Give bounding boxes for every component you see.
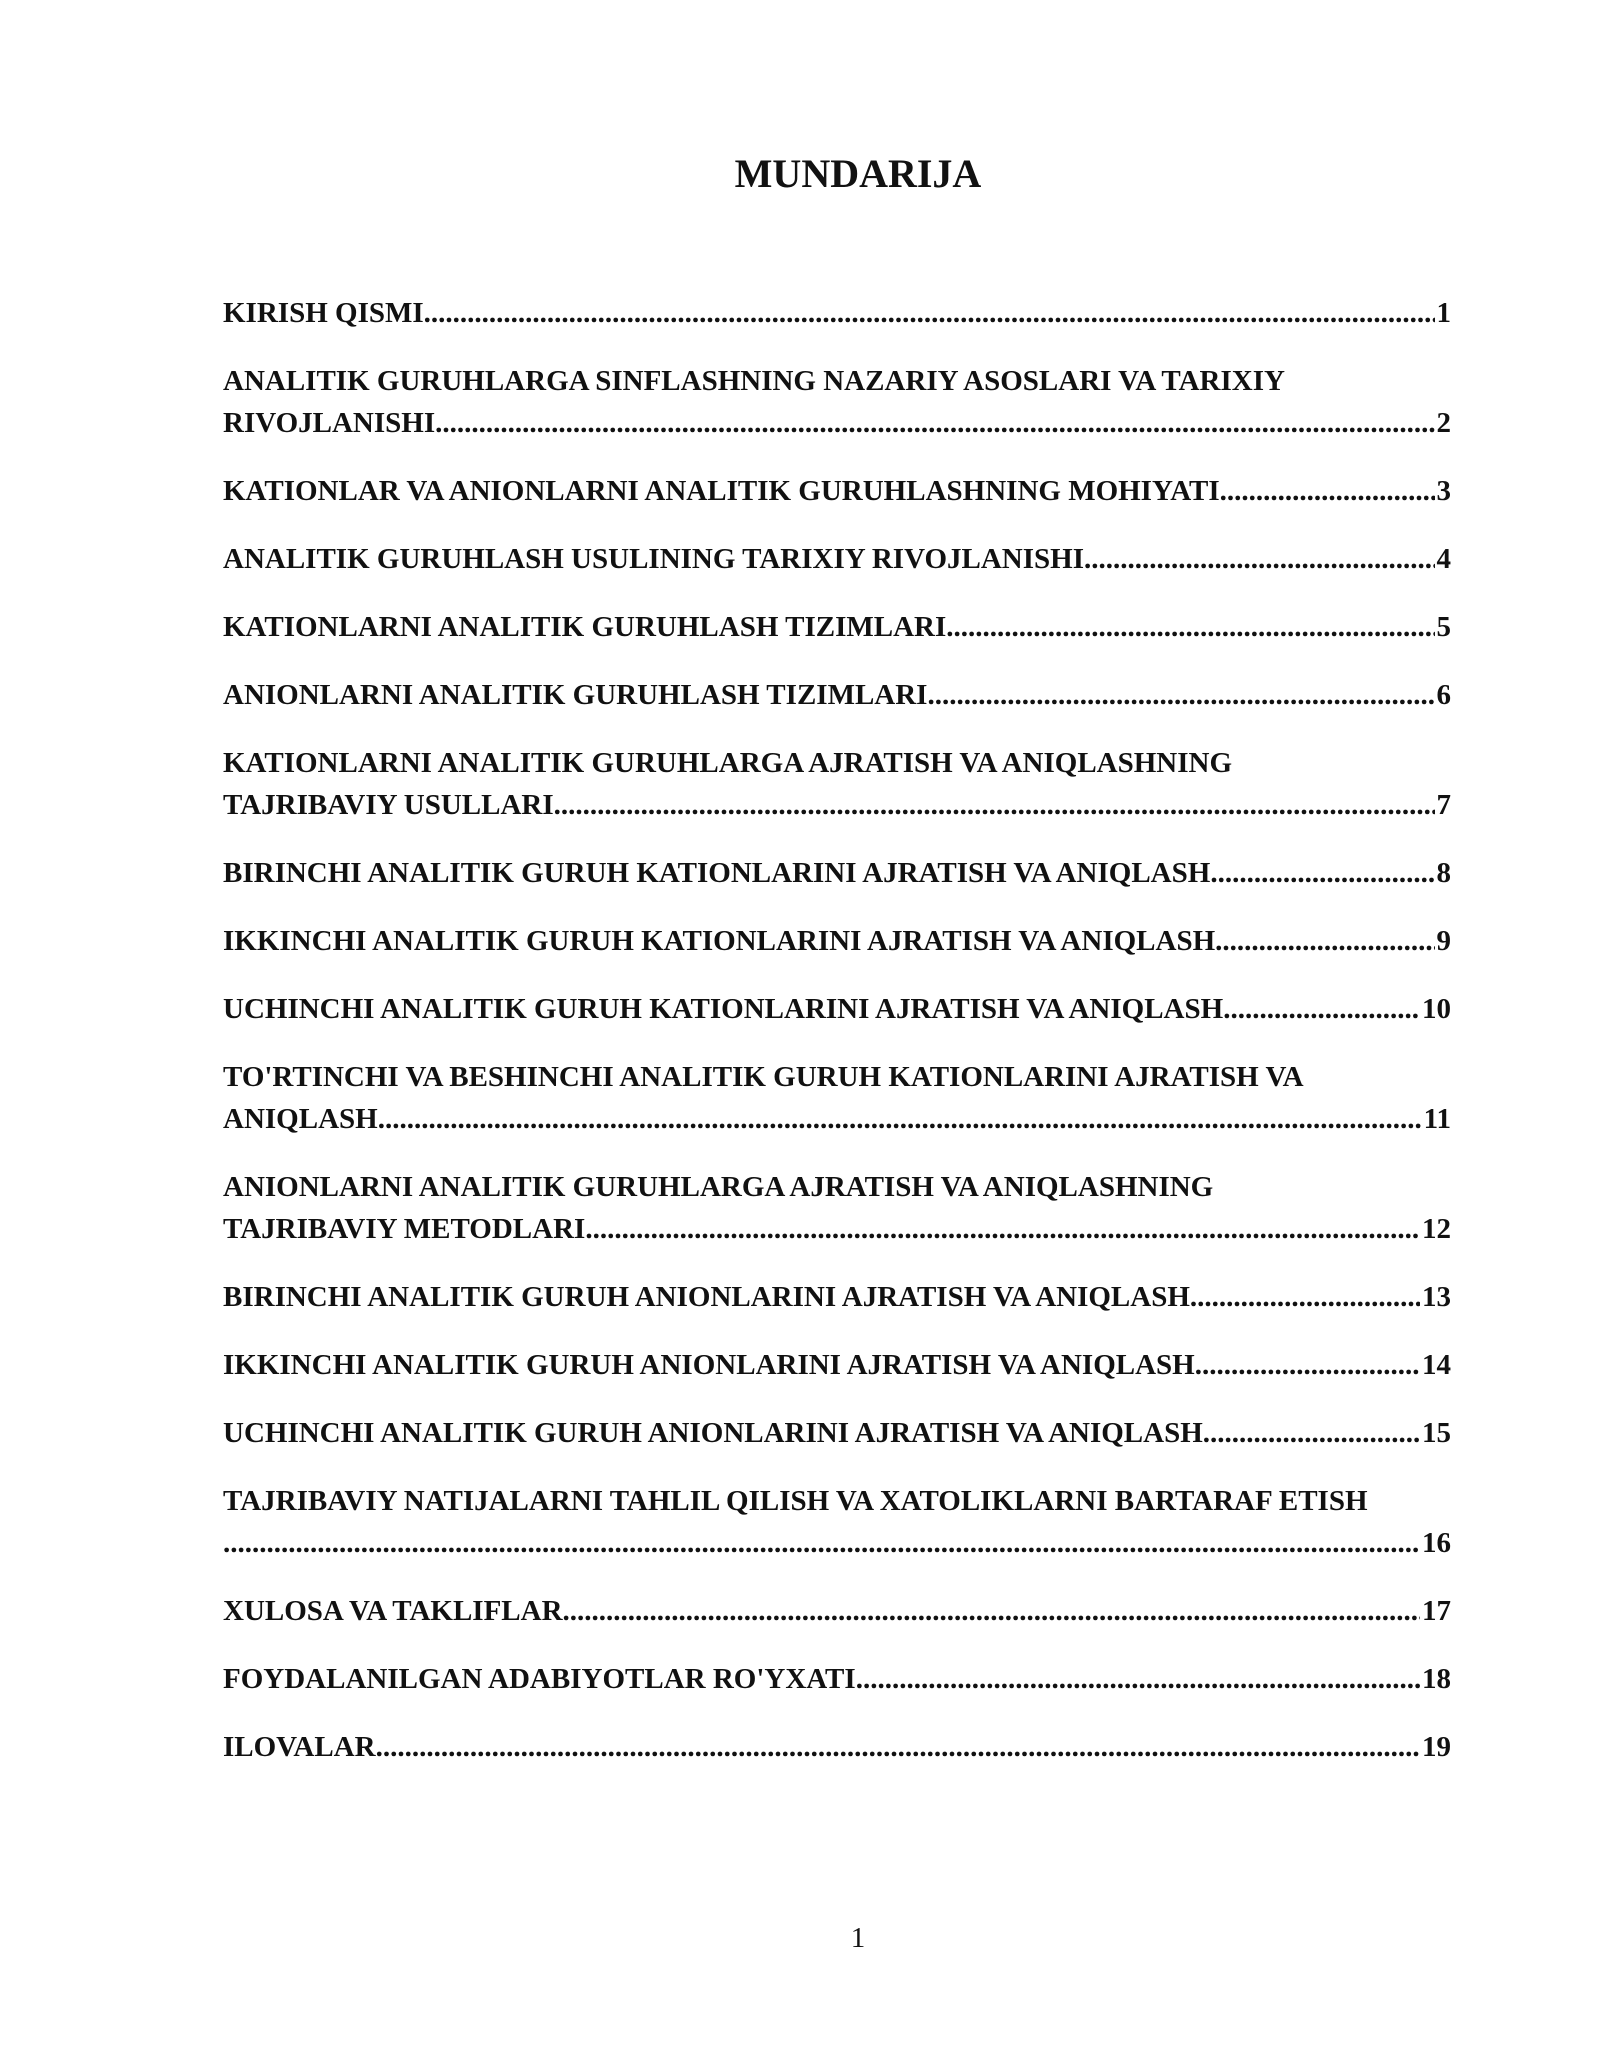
toc-entry[interactable] [223,1344,1451,1386]
toc-page-number: 12 [1422,1213,1451,1245]
toc-line [223,470,1451,512]
toc-line [223,988,1451,1030]
toc-page-number: 2 [1436,407,1451,439]
toc-entry[interactable] [223,852,1451,894]
toc-line [223,674,1451,716]
toc-line [223,920,1451,962]
toc-line [223,1590,1451,1632]
toc-entry-title: KATIONLAR VA ANIONLARNI ANALITIK GURUHLASHNING MOHIYATI [223,475,1220,507]
toc-entry-title: IKKINCHI ANALITIK GURUH KATIONLARINI AJRATISH VA ANIQLASH [223,925,1216,957]
toc-entry-title: ILOVALAR [223,1731,376,1763]
toc-line [223,1658,1451,1700]
toc-line [223,852,1451,894]
toc-line [223,538,1451,580]
table-of-contents [223,292,1451,1794]
toc-line [223,402,1451,444]
page-number: 1 [850,1922,866,1954]
toc-page-number: 5 [1436,611,1451,643]
toc-entry[interactable] [223,292,1451,334]
toc-page-number: 19 [1422,1731,1451,1763]
toc-dot-leader [927,674,1434,716]
toc-line [223,606,1451,648]
toc-entry[interactable] [223,1480,1451,1564]
toc-entry-title-line1: TAJRIBAVIY NATIJALARNI TAHLIL QILISH VA XATOLIKLARNI BARTARAF ETISH [223,1485,1368,1517]
toc-entry[interactable] [223,538,1451,580]
toc-page-number: 10 [1422,993,1451,1025]
toc-entry[interactable] [223,1412,1451,1454]
toc-page-number: 9 [1436,925,1451,957]
toc-page-number: 16 [1422,1527,1451,1559]
toc-entry[interactable] [223,606,1451,648]
toc-dot-leader [563,1590,1420,1632]
toc-dot-leader [585,1208,1420,1250]
toc-entry[interactable] [223,1726,1451,1768]
toc-entry-title: UCHINCHI ANALITIK GURUH ANIONLARINI AJRATISH VA ANIQLASH [223,1417,1203,1449]
toc-dot-leader [1084,538,1435,580]
toc-page-number: 6 [1436,679,1451,711]
toc-dot-leader [1210,852,1434,894]
toc-entry[interactable] [223,988,1451,1030]
toc-line [223,1344,1451,1386]
toc-entry[interactable] [223,470,1451,512]
toc-page-number: 14 [1422,1349,1451,1381]
toc-page-number: 11 [1423,1103,1451,1135]
toc-page-number: 17 [1422,1595,1451,1627]
toc-dot-leader [1220,470,1435,512]
toc-entry-title: KIRISH QISMI [223,297,424,329]
toc-page-number: 8 [1436,857,1451,889]
toc-line [223,1726,1451,1768]
toc-entry-title: XULOSA VA TAKLIFLAR [223,1595,563,1627]
toc-line [223,292,1451,334]
toc-line [223,1208,1451,1250]
toc-dot-leader [1195,1344,1420,1386]
toc-entry-title: BIRINCHI ANALITIK GURUH KATIONLARINI AJRATISH VA ANIQLASH [223,857,1211,889]
toc-entry[interactable] [223,920,1451,962]
toc-dot-leader [946,606,1434,648]
toc-page-number: 7 [1436,789,1451,821]
toc-entry[interactable] [223,1590,1451,1632]
toc-entry-title: KATIONLARNI ANALITIK GURUHLASH TIZIMLARI [223,611,947,643]
toc-entry-title: ANIONLARNI ANALITIK GURUHLASH TIZIMLARI [223,679,928,711]
toc-entry-title-line1: KATIONLARNI ANALITIK GURUHLARGA AJRATISH VA ANIQLASHNING [223,747,1233,779]
toc-entry-title: RIVOJLANISHI [223,407,436,439]
toc-entry-title-line1: ANALITIK GURUHLARGA SINFLASHNING NAZARIY ASOSLARI VA TARIXIY [223,365,1285,397]
toc-entry-title: BIRINCHI ANALITIK GURUH ANIONLARINI AJRATISH VA ANIQLASH [223,1281,1190,1313]
toc-dot-leader [1223,988,1420,1030]
toc-entry[interactable] [223,1658,1451,1700]
toc-entry-title: ANALITIK GURUHLASH USULINING TARIXIY RIVOJLANISHI [223,543,1084,575]
toc-dot-leader [378,1098,1422,1140]
toc-entry-title: UCHINCHI ANALITIK GURUH KATIONLARINI AJRATISH VA ANIQLASH [223,993,1224,1025]
toc-dot-leader [554,784,1435,826]
toc-entry[interactable] [223,1166,1451,1250]
toc-page-number: 4 [1436,543,1451,575]
toc-line [223,784,1451,826]
toc-page-number: 13 [1422,1281,1451,1313]
toc-entry-title: TAJRIBAVIY USULLARI [223,789,554,821]
toc-entry-title-line1: ANIONLARNI ANALITIK GURUHLARGA AJRATISH VA ANIQLASHNING [223,1171,1214,1203]
toc-dot-leader [223,1522,1420,1564]
toc-page-number: 18 [1422,1663,1451,1695]
toc-page-number: 3 [1436,475,1451,507]
toc-entry-title: ANIQLASH [223,1103,378,1135]
toc-entry[interactable] [223,674,1451,716]
toc-page-number: 1 [1436,297,1451,329]
toc-entry[interactable] [223,360,1451,444]
toc-dot-leader [1203,1412,1420,1454]
toc-entry-title: TAJRIBAVIY METODLARI [223,1213,586,1245]
toc-entry-title: IKKINCHI ANALITIK GURUH ANIONLARINI AJRATISH VA ANIQLASH [223,1349,1195,1381]
toc-line [223,1276,1451,1318]
toc-line [223,1098,1451,1140]
toc-entry[interactable] [223,742,1451,826]
toc-entry-title: FOYDALANILGAN ADABIYOTLAR RO'YXATI [223,1663,856,1695]
toc-dot-leader [1190,1276,1420,1318]
toc-dot-leader [424,292,1435,334]
toc-entry-title-line1: TO'RTINCHI VA BESHINCHI ANALITIK GURUH KATIONLARINI AJRATISH VA [223,1061,1304,1093]
toc-page-number: 15 [1422,1417,1451,1449]
toc-entry[interactable] [223,1276,1451,1318]
toc-line [223,1522,1451,1564]
toc-dot-leader [1215,920,1434,962]
toc-dot-leader [435,402,1434,444]
toc-entry[interactable] [223,1056,1451,1140]
toc-dot-leader [856,1658,1420,1700]
toc-line [223,1412,1451,1454]
toc-dot-leader [376,1726,1420,1768]
page-title: MUNDARIJA [734,151,982,196]
